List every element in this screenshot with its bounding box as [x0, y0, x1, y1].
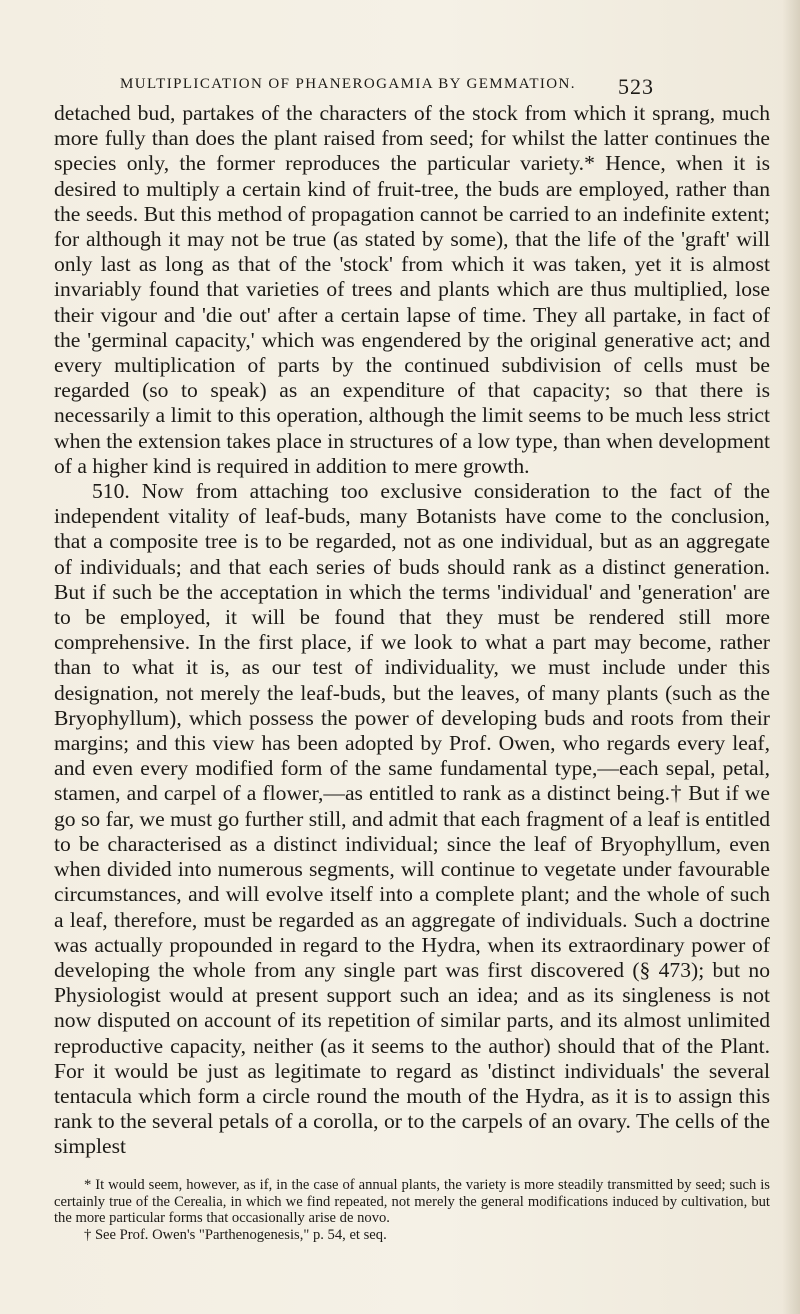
page-number: 523: [618, 74, 654, 99]
footnote-dagger: † See Prof. Owen's "Parthenogenesis," p. 54, et seq.: [84, 1226, 387, 1243]
page-edge-shadow: [782, 0, 800, 1314]
paragraph-continued: detached bud, partakes of the characters of the stock from which it sprang, much more fully than does the plant raised from seed; for whilst the latter continues the species only, the former reproduces the particular variety.* Hence, when it is desired to multiply a certain kind of fruit-tree, the buds are employed, rather than the seeds. But this method of propagation cannot be carried to an indefinite extent; for although it may not be true (as stated by some), that the life of the 'graft' will only last as long as that of the 'stock' from which it was taken, yet it is almost invariably found that varieties of trees and plants which are thus multiplied, lose their vigour and 'die out' after a certain lapse of time. They all partake, in fact of the 'germinal capacity,' which was engendered by the original generative act; and every multiplication of parts by the continued subdivision of cells must be regarded (so to speak) as an expenditure of that capacity; so that there is necessarily a limit to this operation, although the limit seems to be much less strict when the extension takes place in structures of a low type, than when development of a higher kind is required in addition to mere growth.: [54, 101, 770, 478]
paragraph-510: 510. Now from attaching too exclusive consideration to the fact of the independent vitality of leaf-buds, many Botanists have come to the conclusion, that a composite tree is to be regarded, not as one individual, but as an aggregate of individuals; and that each series of buds should rank as a distinct generation. But if such be the acceptation in which the terms 'individual' and 'generation' are to be employed, it will be found that they must be rendered still more comprehensive. In the first place, if we look to what a part may become, rather than to what it is, as our test of individuality, we must include under this designation, not merely the leaf-buds, but the leaves, of many plants (such as the Bryophyllum), which possess the power of developing buds and roots from their margins; and this view has been adopted by Prof. Owen, who regards every leaf, and even every modified form of the same fundamental type,—each sepal, petal, stamen, and carpel of a flower,—as entitled to rank as a distinct being.† But if we go so far, we must go further still, and admit that each fragment of a leaf is entitled to be characterised as a distinct individual; since the leaf of Bryophyllum, even when divided into numerous segments, will continue to vegetate under favourable circumstances, and will evolve itself into a complete plant; and the whole of such a leaf, therefore, must be regarded as an aggregate of individuals. Such a doctrine was actually propounded in regard to the Hydra, when its extraordinary power of developing the whole from any single part was first discovered (§ 473); but no Physiologist would at present support such an idea; and as its singleness is not now disputed on account of its repetition of similar parts, and its almost unlimited reproductive capacity, neither (as it seems to the author) should that of the Plant. For it would be just as legitimate to regard as 'distinct individuals' the several tentacula which form a circle round the mouth of the Hydra, as it is to assign this rank to the several petals of a corolla, or to the carpels of an ovary. The cells of the simplest: [54, 479, 770, 1159]
footnote-asterisk: * It would seem, however, as if, in the case of annual plants, the variety is more steadily transmitted by seed; such is certainly true of the Cerealia, in which we find repeated, not merely the general modifications induced by cultivation, but the more particular forms that occasionally arise de novo.: [54, 1177, 770, 1227]
main-text: [54, 101, 770, 1160]
running-header: MULTIPLICATION OF PHANEROGAMIA BY GEMMATION.: [120, 76, 576, 92]
footnotes: [54, 1177, 770, 1243]
